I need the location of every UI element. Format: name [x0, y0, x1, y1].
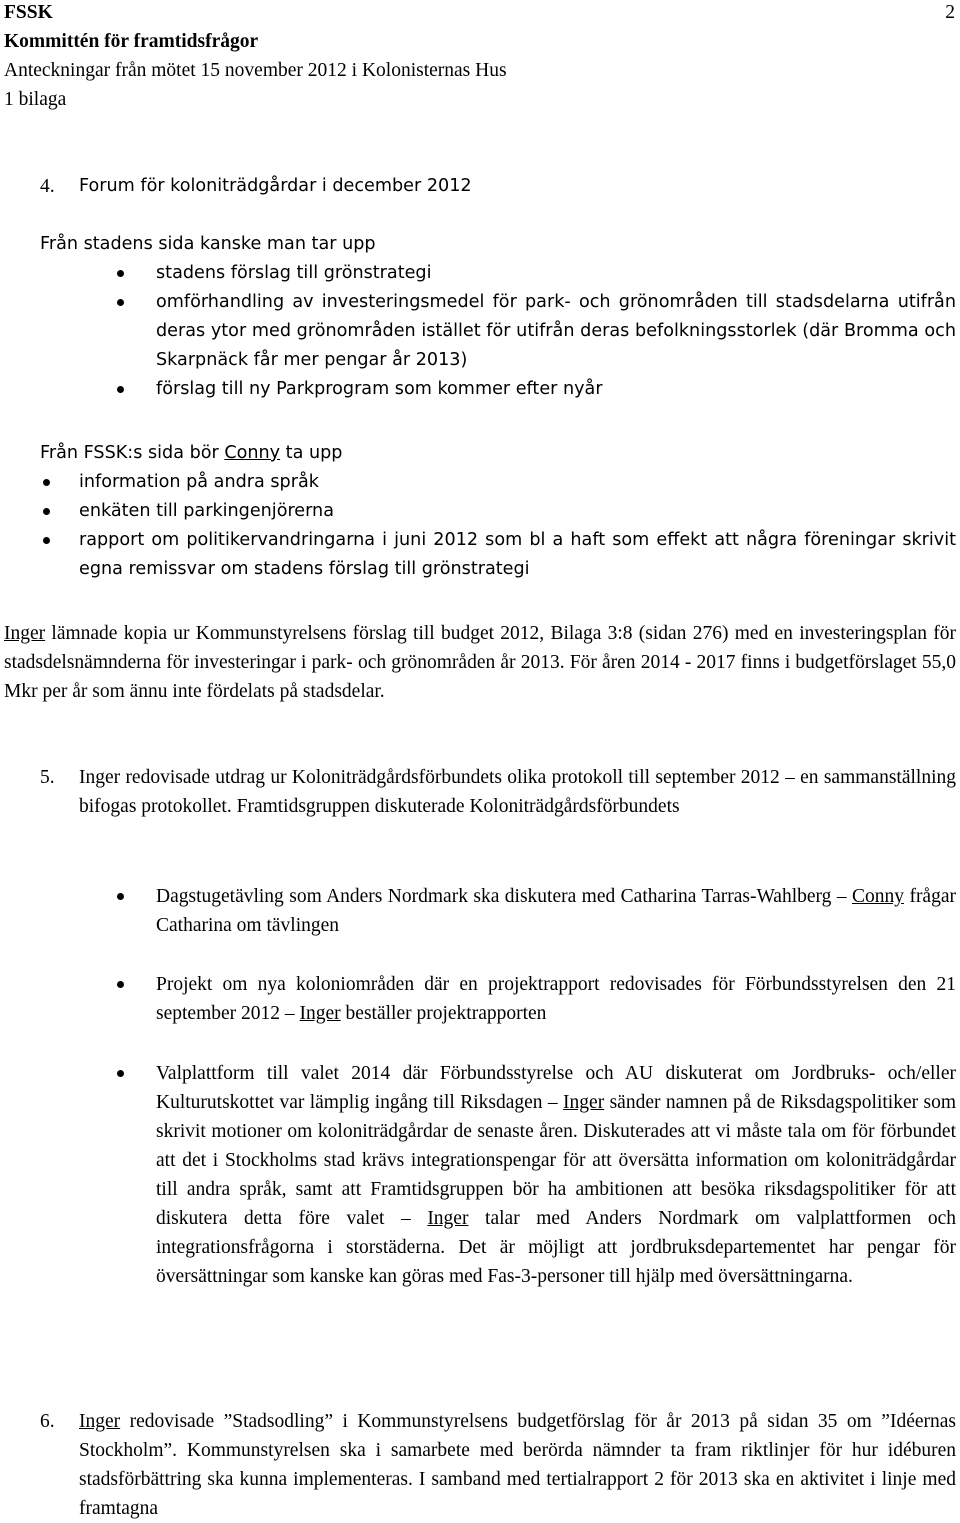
- fssk-side-intro: [40, 439, 342, 468]
- item-4-title: Forum för koloniträdgårdar i december 2012: [79, 176, 472, 196]
- item-5-bullet-3: [156, 1059, 956, 1291]
- item-5-text: Inger redovisade utdrag ur Koloniträdgårdsförbundets olika protokoll till september 2012 – en sammanställning bifogas protokollet. Framtidsgruppen diskuterade Koloniträdgårdsförbundets: [79, 767, 956, 817]
- bullet-text-end: talar med Anders Nordmark om valplattformen och integrationsfrågorna i storstäderna. Det är möjligt att jordbruksdepartementet har pengar för översättningar som kanske kan göras med Fas-3-personer till hjälp med översättningarna.: [156, 1208, 956, 1287]
- fssk-intro-text-end: ta upp: [280, 443, 343, 463]
- responsible-person: Conny: [224, 443, 281, 463]
- meeting-info: Anteckningar från mötet 15 november 2012 i Kolonisternas Hus: [4, 60, 507, 81]
- responsible-person: Inger: [299, 1003, 341, 1024]
- bullet-icon: [43, 508, 50, 515]
- bullet-icon: [117, 893, 124, 900]
- responsible-person: Inger: [4, 623, 46, 644]
- bullet-icon: [117, 299, 124, 306]
- responsible-person: Inger: [563, 1092, 605, 1113]
- item-5-bullet-2: [156, 970, 956, 1028]
- responsible-person: Inger: [427, 1208, 469, 1229]
- bullet-text: Projekt om nya koloniområden där en projektrapport redovisades för Förbundsstyrelsen den 21 september 2012 –: [156, 974, 956, 1024]
- bullet-text: Dagstugetävling som Anders Nordmark ska diskutera med Catharina Tarras-Wahlberg –: [156, 886, 853, 907]
- document-header: [4, 0, 956, 114]
- bullet-icon: [117, 1070, 124, 1077]
- item-6-number: 6.: [40, 1411, 55, 1432]
- bullet-text-end: frågar Catharina om tävlingen: [156, 886, 956, 936]
- item-6-text: [79, 1407, 956, 1523]
- fssk-bullet-3: rapport om politikervandringarna i juni 2012 som bl a haft som effekt att några föreningar skrivit egna remissvar om stadens förslag till grönstrategi: [79, 530, 956, 579]
- bullet-icon: [117, 270, 124, 277]
- bullet-icon: [43, 479, 50, 486]
- page-number: 2: [945, 2, 955, 23]
- inger-budget-note: [4, 619, 956, 706]
- bullet-text: Valplattform till valet 2014 där Förbundsstyrelse och AU diskuterat om Jordbruks- och/eller Kulturutskottet var lämplig ingång till Riksdagen –: [156, 1063, 956, 1113]
- item-5-bullet-1: [156, 882, 956, 940]
- bullet-icon: [117, 386, 124, 393]
- city-side-intro: Från stadens sida kanske man tar upp: [40, 234, 376, 254]
- item-5-number: 5.: [40, 767, 55, 788]
- fssk-bullet-1: information på andra språk: [79, 472, 319, 492]
- bullet-icon: [43, 537, 50, 544]
- attachment-count: 1 bilaga: [4, 89, 67, 110]
- fssk-bullet-2: enkäten till parkingenjörerna: [79, 501, 334, 521]
- responsible-person: Conny: [852, 886, 905, 907]
- item-4-number: 4.: [40, 176, 55, 197]
- org-name: FSSK: [4, 2, 53, 23]
- inger-note-text: lämnade kopia ur Kommunstyrelsens förslag till budget 2012, Bilaga 3:8 (sidan 276) med en investeringsplan för stadsdelsnämnderna för investeringar i park- och grönområden år 2013. För åren 2014 - 2017 finns i budgetförslaget 55,0 Mkr per år som ännu inte fördelats på stadsdelar.: [4, 623, 956, 702]
- item-6-body: redovisade ”Stadsodling” i Kommunstyrelsens budgetförslag för år 2013 på sidan 35 om ”Idéernas Stockholm”. Kommunstyrelsen ska i samarbete med berörda nämnder ta fram riktlinjer för hur idéburen stadsförbättring ska kunna implementeras. I samband med tertialrapport 2 för 2013 ska en aktivitet i linje med framtagna: [79, 1411, 956, 1519]
- committee-name: Kommittén för framtidsfrågor: [4, 31, 259, 52]
- bullet-text-middle: sänder namnen på de Riksdagspolitiker som skrivit motioner om koloniträdgårdar de senaste åren. Diskuterades att vi måste tala om för förbundet att det i Stockholms stad krävs integrationspengar för att översätta information om koloniträdgårdar till andra språk, samt att Framtidsgruppen bör ha ambitionen att besöka riksdagspolitiker för att diskutera detta före valet –: [156, 1092, 957, 1229]
- responsible-person: Inger: [79, 1411, 121, 1432]
- bullet-icon: [117, 981, 124, 988]
- fssk-intro-text: Från FSSK:s sida bör: [40, 443, 225, 463]
- city-bullet-3: förslag till ny Parkprogram som kommer efter nyår: [156, 379, 603, 399]
- city-bullet-1: stadens förslag till grönstrategi: [156, 263, 432, 283]
- bullet-text-end: beställer projektrapporten: [340, 1003, 547, 1024]
- city-bullet-2: omförhandling av investeringsmedel för park- och grönområden till stadsdelarna utifrån deras ytor med grönområden istället för utifrån deras befolkningsstorlek (där Bromma och Skarpnäck får mer pengar år 2013): [156, 292, 956, 370]
